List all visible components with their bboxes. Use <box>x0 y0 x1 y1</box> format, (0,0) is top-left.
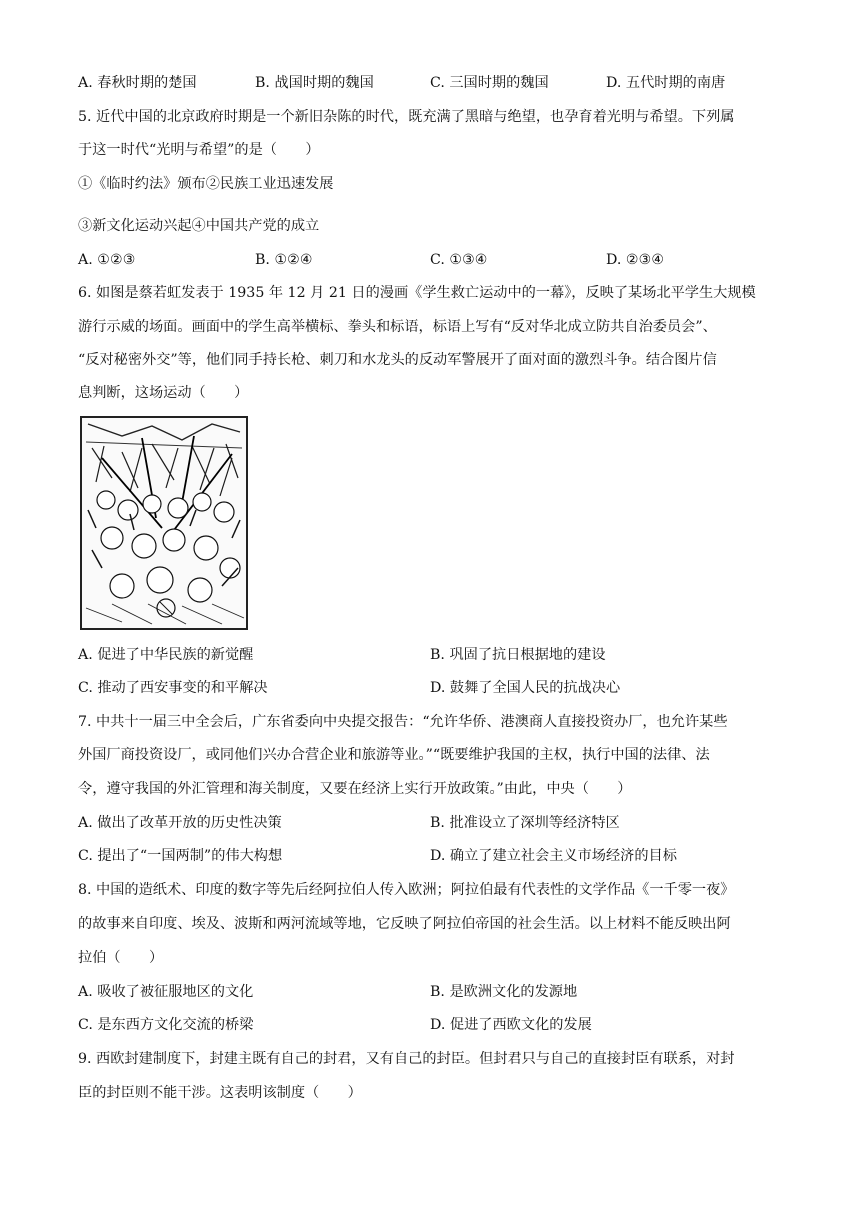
q8-stem-line-2: 的故事来自印度、埃及、波斯和两河流域等地，它反映了阿拉伯帝国的社会生活。以上材料不能反映出阿 <box>78 916 731 932</box>
q8-option-b: B. 是欧洲文化的发源地 <box>430 984 578 1000</box>
q6-stem-line-1: 6. 如图是蔡若虹发表于 1935 年 12 月 21 日的漫画《学生救亡运动中的一幕》，反映了某场北平学生大规模 <box>78 285 756 301</box>
q6-option-d: D. 鼓舞了全国人民的抗战决心 <box>430 680 621 696</box>
q8-option-c: C. 是东西方文化交流的桥梁 <box>78 1017 254 1033</box>
q8-stem-line-1: 8. 中国的造纸术、印度的数字等先后经阿拉伯人传入欧洲；阿拉伯最有代表性的文学作品《一千零一夜》 <box>78 882 735 898</box>
q5-option-d: D. ②③④ <box>606 252 665 268</box>
q7-stem-line-1: 7. 中共十一届三中全会后，广东省委向中央提交报告：“允许华侨、港澳商人直接投资办厂，也允许某些 <box>78 714 728 730</box>
q8-option-a: A. 吸收了被征服地区的文化 <box>78 984 254 1000</box>
q6-option-c: C. 推动了西安事变的和平解决 <box>78 680 268 696</box>
q5-option-a: A. ①②③ <box>78 252 136 268</box>
q9-stem-line-2: 臣的封臣则不能干涉。这表明该制度（ ） <box>78 1085 362 1101</box>
q8-option-d: D. 促进了西欧文化的发展 <box>430 1017 592 1033</box>
q5-stem-line-2: 于这一时代“光明与希望”的是（ ） <box>78 142 320 158</box>
q5-option-c: C. ①③④ <box>430 252 488 268</box>
q7-option-a: A. 做出了改革开放的历史性决策 <box>78 815 282 831</box>
q5-option-b: B. ①②④ <box>255 252 313 268</box>
q6-option-b: B. 巩固了抗日根据地的建设 <box>430 647 606 663</box>
q7-option-d: D. 确立了建立社会主义市场经济的目标 <box>430 848 677 864</box>
q7-option-b: B. 批准设立了深圳等经济特区 <box>430 815 620 831</box>
q5-stem-line-1: 5. 近代中国的北京政府时期是一个新旧杂陈的时代，既充满了黑暗与绝望，也孕育着光明与希望。下列属 <box>78 109 735 125</box>
q8-stem-line-3: 拉伯（ ） <box>78 950 164 966</box>
q9-stem-line-1: 9. 西欧封建制度下，封建主既有自己的封君，又有自己的封臣。但封君只与自己的直接封臣有联系，对封 <box>78 1051 735 1067</box>
q4-option-b: B. 战国时期的魏国 <box>255 75 374 91</box>
q6-stem-line-2: 游行示威的场面。画面中的学生高举横标、拳头和标语，标语上写有“反对华北成立防共自治委员会”、 <box>78 319 717 335</box>
q7-option-c: C. 提出了“一国两制”的伟大构想 <box>78 848 283 864</box>
q4-option-d: D. 五代时期的南唐 <box>606 75 726 91</box>
q5-items-line-2: ③新文化运动兴起④中国共产党的成立 <box>78 218 320 234</box>
q4-option-c: C. 三国时期的魏国 <box>430 75 549 91</box>
q6-option-a: A. 促进了中华民族的新觉醒 <box>78 647 254 663</box>
q7-stem-line-3: 令，遵守我国的外汇管理和海关制度，又要在经济上实行开放政策。”由此，中央（ ） <box>78 781 632 797</box>
q6-stem-line-4: 息判断，这场运动（ ） <box>78 385 249 401</box>
q5-items-line-1: ①《临时约法》颁布②民族工业迅速发展 <box>78 176 334 192</box>
q6-stem-line-3: “反对秘密外交”等，他们同手持长枪、刺刀和水龙头的反动军警展开了面对面的激烈斗争。结合图片信 <box>78 352 717 368</box>
q7-stem-line-2: 外国厂商投资设厂，或同他们兴办合营企业和旅游等业。”“既要维护我国的主权，执行中国的法律、法 <box>78 747 710 763</box>
q4-option-a: A. 春秋时期的楚国 <box>78 75 197 91</box>
student-movement-cartoon-image <box>80 416 248 630</box>
